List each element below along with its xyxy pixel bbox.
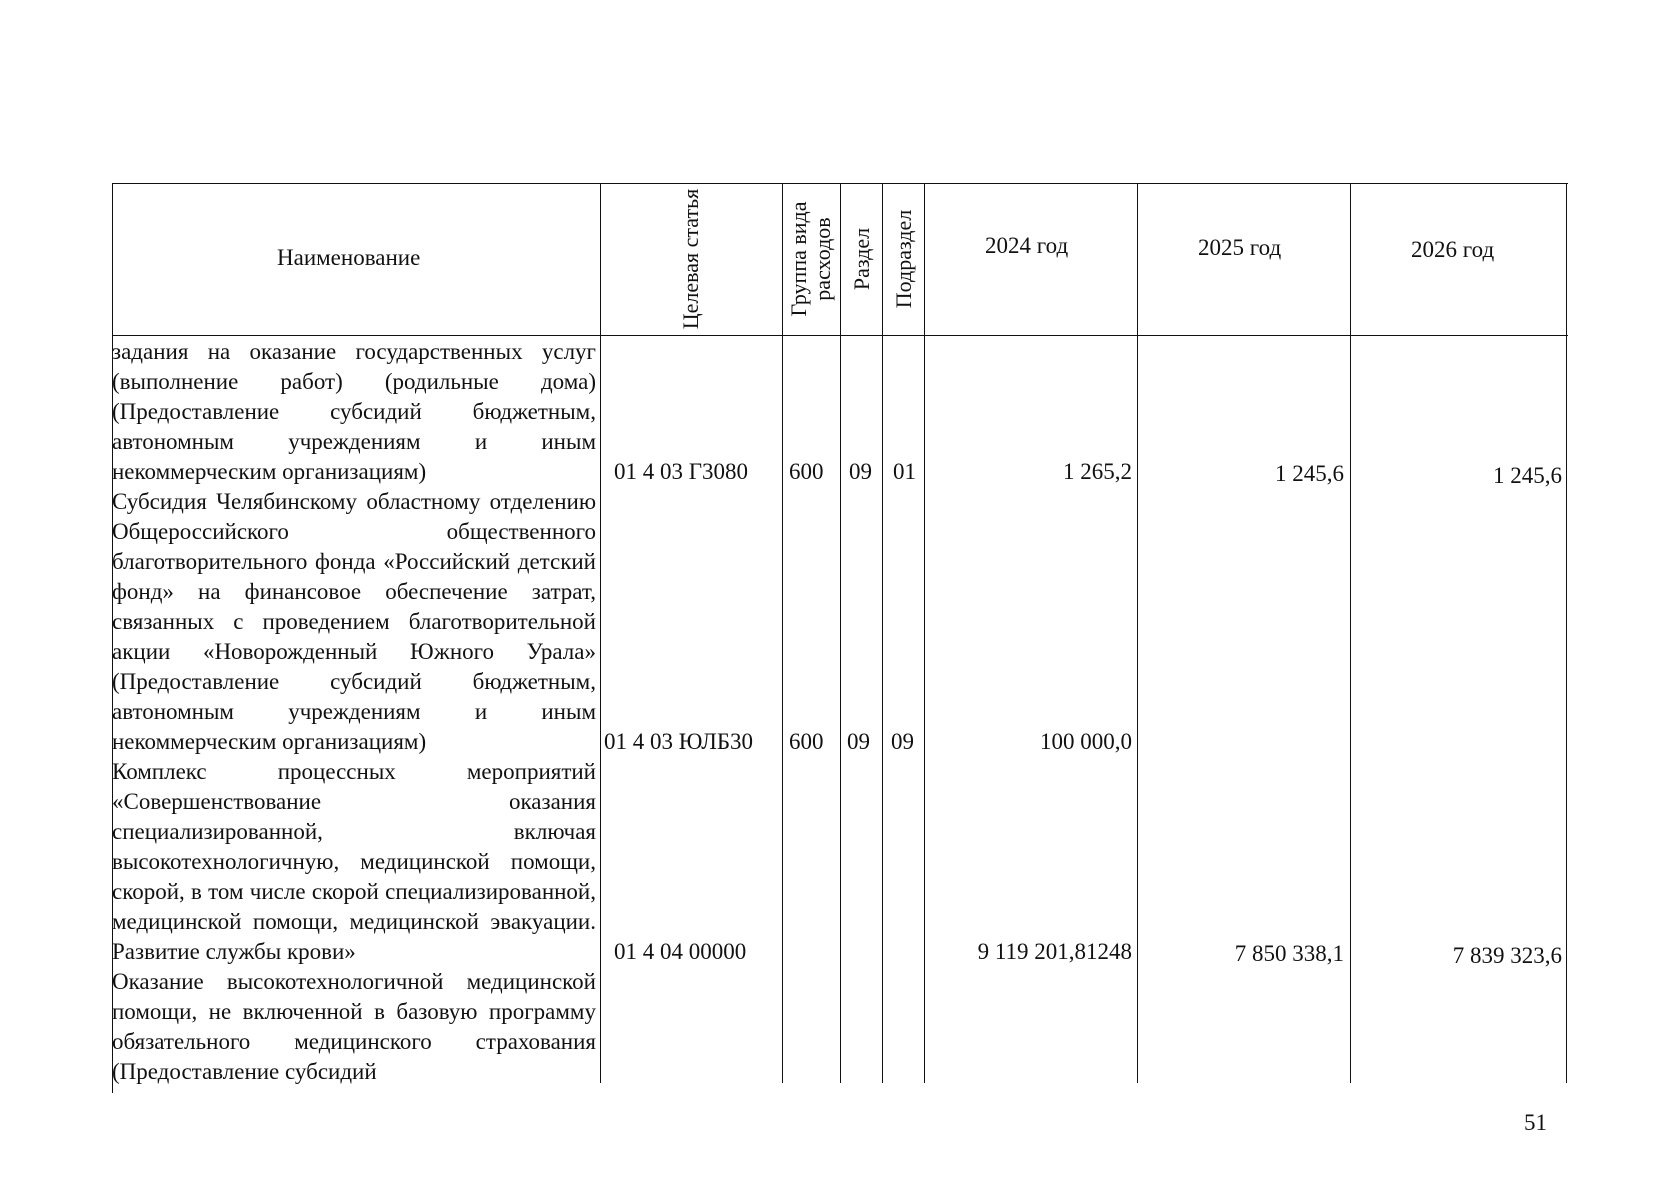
- row-3-name: Комплекс процессных мероприятий «Совершенствование оказания специализированной, включая высокотехнологичную, медицинской помощи, скорой, в том числе скорой специализированной, медицинской помощи, медицинской эвакуации. Развитие службы крови»: [112, 759, 596, 964]
- row-1-2024: 1 265,2: [1063, 459, 1132, 484]
- col-sep-7: [1350, 183, 1351, 1083]
- table-right-border: [1566, 183, 1567, 1083]
- col-sep-5: [924, 183, 925, 1083]
- col-sep-2: [782, 183, 783, 1083]
- row-1-subsection: 01: [893, 459, 916, 484]
- row-1-group: 600: [789, 459, 824, 484]
- budget-table: [112, 183, 1568, 1083]
- header-section: Раздел: [849, 227, 874, 291]
- header-expense-group: Группа вида расходов: [786, 201, 835, 317]
- col-sep-4: [882, 183, 883, 1083]
- row-2-group: 600: [789, 729, 824, 754]
- row-2-section: 09: [847, 729, 870, 754]
- row-4-name: Оказание высокотехнологичной медицинской помощи, не включенной в базовую программу обязательного медицинского страхования (Предоставление субсидий: [112, 969, 596, 1084]
- header-2025: 2025 год: [1198, 235, 1282, 260]
- header-name: Наименование: [277, 245, 421, 270]
- row-2-2024: 100 000,0: [1040, 729, 1132, 754]
- row-1-name: задания на оказание государственных услуг (выполнение работ) (родильные дома) (Предоставление субсидий бюджетным, автономным учреждениям и иным некоммерческим организациям): [112, 339, 596, 484]
- row-1-code: 01 4 03 Г3080: [614, 459, 749, 484]
- col-sep-6: [1137, 183, 1138, 1083]
- row-2-subsection: 09: [891, 729, 914, 754]
- row-3-2024: 9 119 201,81248: [977, 939, 1132, 964]
- row-1-section: 09: [849, 459, 872, 484]
- page-number: 51: [1524, 1110, 1547, 1135]
- row-1-2025: 1 245,6: [1275, 461, 1344, 486]
- header-2026: 2026 год: [1411, 237, 1495, 262]
- row-2-code: 01 4 03 ЮЛБ30: [604, 729, 754, 754]
- row-2-name: Субсидия Челябинскому областному отделению Общероссийского общественного благотворительного фонда «Российский детский фонд» на финансовое обеспечение затрат, связанных с проведением благотворительной акции «Новорожденный Южного Урала» (Предоставление субсидий бюджетным, автономным учреждениям и иным некоммерческим организациям): [112, 489, 596, 754]
- row-1-2026: 1 245,6: [1493, 463, 1562, 488]
- row-3-2026: 7 839 323,6: [1452, 943, 1562, 968]
- col-sep-1: [600, 183, 601, 1083]
- row-3-code: 01 4 04 00000: [614, 939, 747, 964]
- col-sep-3: [840, 183, 841, 1083]
- header-target-article: Целевая статья: [678, 188, 703, 330]
- header-2024: 2024 год: [985, 233, 1069, 258]
- header-subsection: Подраздел: [891, 209, 916, 309]
- row-3-2025: 7 850 338,1: [1234, 941, 1344, 966]
